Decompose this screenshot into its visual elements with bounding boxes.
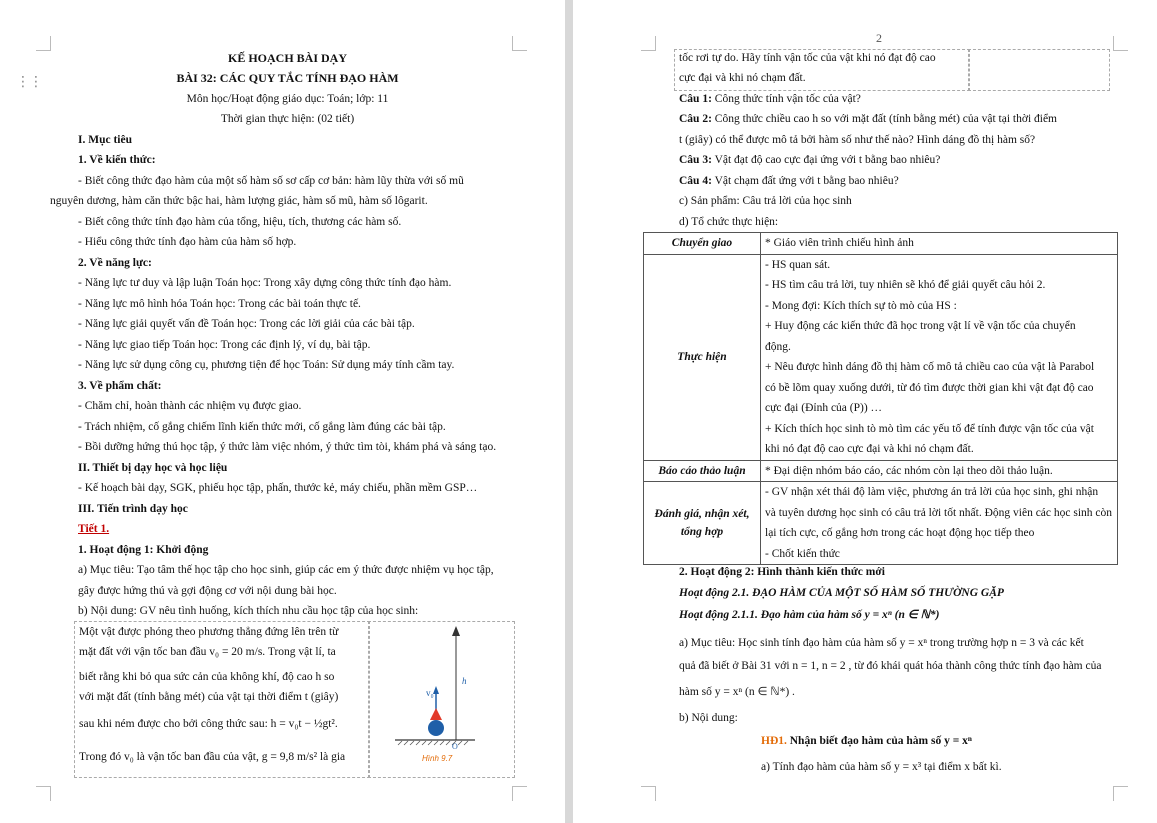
paragraph-line: - Hiểu công thức tính đạo hàm của hàm số hợp. <box>78 236 297 248</box>
activity-text: Nhận biết đạo hàm của hàm số y = xⁿ <box>786 735 972 747</box>
cell-line: - HS tìm câu trả lời, tuy nhiên sẽ khó để giải quyết câu hỏi 2. <box>765 279 1046 291</box>
crop-mark <box>36 786 51 801</box>
paragraph-line: - Năng lực tư duy và lập luận Toán học: Trong xây dựng công thức tính đạo hàm. <box>78 277 452 289</box>
cell-line: - Chốt kiến thức <box>765 547 840 560</box>
activity-hd1 <box>761 734 972 748</box>
heading-process: III. Tiến trình dạy học <box>78 503 188 515</box>
question-1 <box>679 92 861 106</box>
question-text: Công thức chiều cao h so với mặt đất (tính bằng mét) của vật tại thời điểm <box>711 113 1058 125</box>
subject-line: Môn học/Hoạt động giáo dục: Toán; lớp: 11 <box>186 93 389 105</box>
table-row-label: Báo cáo thảo luận <box>644 460 761 482</box>
table-cell <box>761 460 1118 482</box>
heading-competency: 2. Về năng lực: <box>78 257 152 269</box>
problem-line: cực đại và khi nó chạm đất. <box>679 72 806 84</box>
question-3 <box>679 153 940 167</box>
paragraph-line: b) Nội dung: <box>679 712 738 724</box>
table-row-label: Chuyển giao <box>644 233 761 255</box>
figure-caption: Hình 9.7 <box>422 754 453 763</box>
crop-mark <box>1113 786 1128 801</box>
velocity-label: v₀ <box>426 688 434 698</box>
cell-line: - Mong đợi: Kích thích sự tò mò của HS : <box>765 299 957 312</box>
table-row <box>644 482 1118 565</box>
paragraph-line: - Năng lực sử dụng công cụ, phương tiện để học Toán: Sử dụng máy tính cầm tay. <box>78 359 455 371</box>
cell-line: lại tích cực, cố gắng hơn trong các hoạt động học tiếp theo <box>765 527 1035 539</box>
problem-line: tốc rơi tự do. Hãy tính vận tốc của vật khi nó đạt độ cao <box>679 52 936 64</box>
cell-line: * Đại diện nhóm báo cáo, các nhóm còn lại theo dõi thảo luận. <box>765 464 1053 477</box>
paragraph-line: a) Mục tiêu: Tạo tâm thế học tập cho học sinh, giúp các em ý thức được nhiệm vụ học tập, <box>78 564 494 576</box>
projectile-figure <box>380 624 505 774</box>
document-page-2 <box>573 0 1157 823</box>
crop-mark <box>36 36 51 51</box>
table-row-label: Đánh giá, nhận xét, tổng hợp <box>644 482 761 565</box>
crop-mark <box>641 786 656 801</box>
heading-knowledge: 1. Về kiến thức: <box>78 154 156 166</box>
lesson-title: BÀI 32: CÁC QUY TẮC TÍNH ĐẠO HÀM <box>176 71 399 85</box>
height-label: h <box>462 676 467 686</box>
cell-line: và tuyên dương học sinh có câu trả lời tốt nhất. Động viên các học sinh còn <box>765 506 1113 519</box>
table-row <box>644 460 1118 482</box>
document-page-1 <box>0 0 565 823</box>
paragraph-line: - Kế hoạch bài dạy, SGK, phiếu học tập, phấn, thước kẻ, máy chiếu, phần mềm GSP… <box>78 482 478 494</box>
heading-activity-2: 2. Hoạt động 2: Hình thành kiến thức mới <box>679 566 885 578</box>
paragraph-line: - Năng lực giao tiếp Toán học: Trong các định lý, ví dụ, bài tập. <box>78 339 371 351</box>
implementation-table <box>643 232 1118 565</box>
question-label: Câu 1: <box>679 93 712 105</box>
problem-line: Trong đó v₀ là vận tốc ban đầu của vật, g = 9,8 m/s² là gia <box>79 751 346 763</box>
heading-activity-1: 1. Hoạt động 1: Khởi động <box>78 544 209 556</box>
paragraph-line: b) Nội dung: GV nêu tình huống, kích thích nhu cầu học tập của học sinh: <box>78 605 419 617</box>
page-number: 2 <box>876 31 882 45</box>
table-cell <box>761 233 1118 255</box>
paragraph-line: t (giây) có thể được mô tả bởi hàm số như thế nào? Hình dáng đồ thị hàm số? <box>679 134 1036 146</box>
heading-activity-2-1: Hoạt động 2.1. ĐẠO HÀM CỦA MỘT SỐ HÀM SỐ THƯỜNG GẶP <box>679 587 1004 599</box>
paragraph-line: - Trách nhiệm, cố gắng chiếm lĩnh kiến thức mới, cố gắng làm đúng các bài tập. <box>78 421 446 433</box>
heading-objectives: I. Mục tiêu <box>78 134 132 146</box>
table-row-label: Thực hiện <box>644 254 761 460</box>
question-text: Công thức tính vận tốc của vật? <box>711 93 861 105</box>
paragraph-line: quả đã biết ở Bài 31 với n = 1, n = 2 , từ đó khái quát hóa thành công thức tính đạo hàm của <box>679 660 1102 672</box>
paragraph-line: hàm số y = xⁿ (n ∈ ℕ*) . <box>679 686 795 698</box>
problem-line: sau khi ném được cho bởi công thức sau: h = v₀t − ½gt². <box>79 718 338 730</box>
origin-label: O <box>452 742 458 751</box>
problem-line: mặt đất với vận tốc ban đầu v₀ = 20 m/s. Trong vật lí, ta <box>79 646 336 658</box>
page-gap <box>565 0 573 823</box>
period-heading: Tiết 1. <box>78 523 110 535</box>
paragraph-line: a) Mục tiêu: Học sinh tính đạo hàm của hàm số y = xⁿ trong trường hợp n = 3 và các kết <box>679 637 1084 649</box>
paragraph-line: - Biết công thức tính đạo hàm của tổng, hiệu, tích, thương các hàm số. <box>78 216 402 228</box>
figure-box-cont <box>968 49 1110 91</box>
question-label: Câu 2: <box>679 113 712 125</box>
cell-line: - GV nhận xét thái độ làm việc, phương án trả lời của học sinh, ghi nhận <box>765 486 1099 498</box>
paragraph-line: - Chăm chỉ, hoàn thành các nhiệm vụ được giao. <box>78 400 302 412</box>
crop-mark <box>512 786 527 801</box>
duration-line: Thời gian thực hiện: (02 tiết) <box>220 113 355 125</box>
question-2 <box>679 112 1057 126</box>
crop-mark <box>1113 36 1128 51</box>
problem-line: biết rằng khi bỏ qua sức cản của không khí, độ cao h so <box>79 671 335 683</box>
cell-line: cực đại (Đỉnh của (P)) … <box>765 402 883 414</box>
table-row <box>644 254 1118 460</box>
question-4 <box>679 174 899 188</box>
question-text: Vật chạm đất ứng với t bằng bao nhiêu? <box>711 175 899 187</box>
crop-mark <box>641 36 656 51</box>
doc-title: KẾ HOẠCH BÀI DẠY <box>227 51 347 65</box>
question-label: Câu 4: <box>679 175 712 187</box>
heading-equipment: II. Thiết bị dạy học và học liệu <box>78 462 228 474</box>
paragraph-line: nguyên dương, hàm căn thức bậc hai, hàm lượng giác, hàm số mũ, hàm số lôgarit. <box>50 195 428 207</box>
drag-handle-icon[interactable]: ⋮⋮ <box>16 74 42 90</box>
cell-line: có bề lõm quay xuống dưới, từ đó tìm được thời gian khi vật đạt độ cao <box>765 381 1094 394</box>
problem-line: Một vật được phóng theo phương thẳng đứng lên trên từ <box>79 626 339 638</box>
cell-line: + Nêu được hình dáng đồ thị hàm cố mô tả chiều cao của vật là Parabol <box>765 361 1095 373</box>
cell-line: khi nó đạt độ cao cực đại và khi nó chạm đất. <box>765 443 974 455</box>
table-row <box>644 233 1118 255</box>
cell-line: * Giáo viên trình chiếu hình ảnh <box>765 237 914 249</box>
paragraph-line: c) Sản phẩm: Câu trả lời của học sinh <box>679 195 852 207</box>
paragraph-line: d) Tổ chức thực hiện: <box>679 216 779 228</box>
cell-line: + Kích thích học sinh tò mò tìm các yếu tố để tính được vận tốc của vật <box>765 422 1094 435</box>
paragraph-line: gây được hứng thú và gợi động cơ với nội dung bài học. <box>78 585 337 597</box>
crop-mark <box>512 36 527 51</box>
activity-label: HĐ1. <box>761 735 787 747</box>
table-cell <box>761 254 1118 460</box>
paragraph-line: - Biết công thức đạo hàm của một số hàm số sơ cấp cơ bản: hàm lũy thừa với số mũ <box>78 175 464 187</box>
question-text: Vật đạt độ cao cực đại ứng với t bằng bao nhiêu? <box>711 154 941 166</box>
paragraph-line: - Năng lực mô hình hóa Toán học: Trong các bài toán thực tế. <box>78 298 361 310</box>
cell-line: động. <box>765 340 791 353</box>
table-cell <box>761 482 1118 565</box>
cell-line: - HS quan sát. <box>765 258 831 271</box>
problem-line: với mặt đất (tính bằng mét) của vật tại thời điểm t (giây) <box>79 691 339 703</box>
heading-qualities: 3. Về phẩm chất: <box>78 380 162 392</box>
paragraph-line: - Năng lực giải quyết vấn đề Toán học: Trong các lời giải của các bài tập. <box>78 318 415 330</box>
cell-line: + Huy động các kiến thức đã học trong vật lí về vận tốc của chuyển <box>765 320 1076 332</box>
heading-activity-2-1-1: Hoạt động 2.1.1. Đạo hàm của hàm số y = xⁿ (n ∈ ℕ*) <box>679 609 940 621</box>
question-label: Câu 3: <box>679 154 712 166</box>
paragraph-line: - Bồi dưỡng hứng thú học tập, ý thức làm việc nhóm, ý thức tìm tòi, khám phá và sáng tạo. <box>78 441 497 453</box>
paragraph-line: a) Tính đạo hàm của hàm số y = x³ tại điểm x bất kì. <box>761 761 1002 773</box>
